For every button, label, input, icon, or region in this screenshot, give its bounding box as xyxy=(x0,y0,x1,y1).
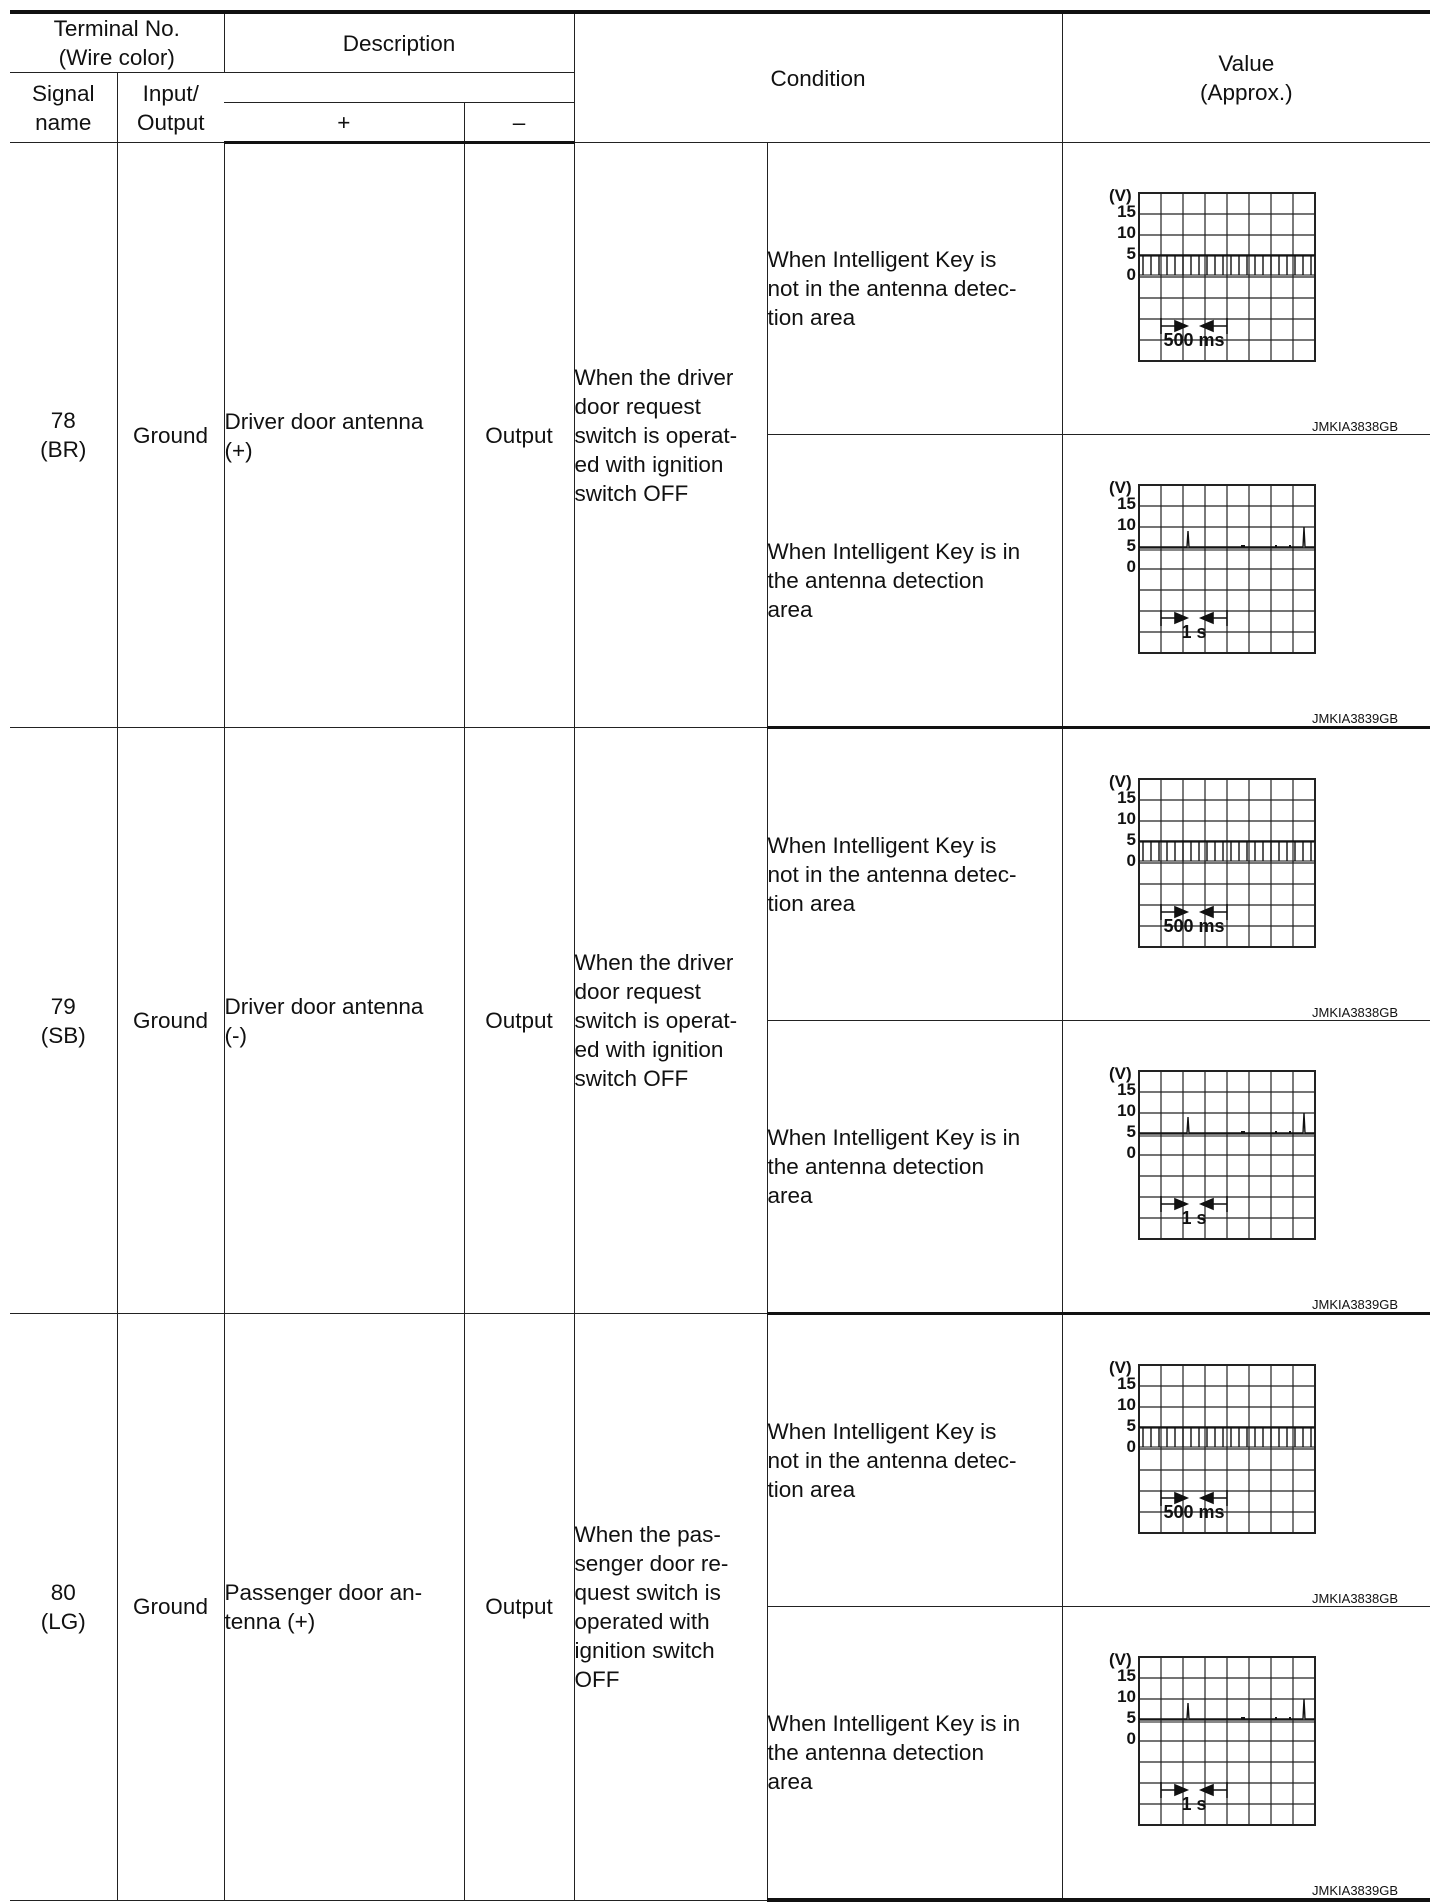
signal-blip xyxy=(1241,1131,1243,1133)
signal-name-header: Signal name xyxy=(10,73,117,143)
signal-blip xyxy=(1241,1717,1243,1719)
y-tick-label: 5 xyxy=(1126,1122,1136,1141)
y-tick-label: 15 xyxy=(1116,1374,1136,1393)
y-unit-label: (V) xyxy=(1108,1065,1132,1083)
time-scale-label: 500 ms xyxy=(1163,330,1225,350)
signal-blip xyxy=(1243,545,1245,547)
waveform-plot xyxy=(1107,479,1397,704)
y-tick-label: 15 xyxy=(1116,1080,1136,1099)
y-tick-label: 15 xyxy=(1116,494,1136,513)
value-header: Value (Approx.) xyxy=(1062,12,1430,143)
value-cell xyxy=(1062,1314,1430,1607)
waveform-grid xyxy=(1139,1071,1315,1239)
value-cell xyxy=(1062,1607,1430,1901)
ground-cell: Ground xyxy=(117,1314,224,1901)
y-tick-label: 10 xyxy=(1116,1101,1136,1120)
table-row xyxy=(10,728,1430,1021)
sub-condition-cell: When Intelligent Key is not in the antenna detec- tion area xyxy=(767,1314,1062,1607)
y-unit-label: (V) xyxy=(1108,479,1132,497)
value-cell xyxy=(1062,435,1430,728)
y-tick-label: 0 xyxy=(1126,265,1136,284)
waveform-container xyxy=(1063,729,1431,1020)
waveform-plot xyxy=(1107,1359,1397,1584)
waveform-chart xyxy=(1107,1359,1397,1584)
terminal-spec-document xyxy=(10,10,1430,1902)
time-scale-label: 1 s xyxy=(1181,622,1207,642)
signal-name-cell: Passenger door an- tenna (+) xyxy=(224,1314,464,1901)
waveform-container xyxy=(1063,143,1431,434)
y-tick-label: 15 xyxy=(1116,202,1136,221)
y-tick-label: 0 xyxy=(1126,1143,1136,1162)
terminal-cell: 80 (LG) xyxy=(10,1314,117,1901)
header-row-1 xyxy=(10,12,1430,73)
figure-id-label: JMKIA3839GB xyxy=(1312,1297,1399,1312)
table-row xyxy=(10,143,1430,435)
signal-blip xyxy=(1289,545,1291,547)
table-row xyxy=(10,1314,1430,1607)
y-tick-label: 5 xyxy=(1126,1416,1136,1435)
ground-cell: Ground xyxy=(117,143,224,728)
signal-blip xyxy=(1243,1131,1245,1133)
sub-condition-cell: When Intelligent Key is not in the antenna detec- tion area xyxy=(767,143,1062,435)
waveform-grid xyxy=(1139,1657,1315,1825)
figure-id-label: JMKIA3839GB xyxy=(1312,711,1399,726)
y-tick-label: 10 xyxy=(1116,1395,1136,1414)
value-cell xyxy=(1062,143,1430,435)
input-output-cell: Output xyxy=(464,143,574,728)
waveform-container xyxy=(1063,1607,1431,1898)
y-tick-label: 5 xyxy=(1126,1708,1136,1727)
terminal-header: Terminal No. (Wire color) xyxy=(10,12,224,73)
description-header: Description xyxy=(224,12,574,73)
signal-blip xyxy=(1275,545,1277,547)
y-tick-label: 0 xyxy=(1126,557,1136,576)
minus-header: – xyxy=(464,103,574,143)
waveform-chart xyxy=(1107,1065,1397,1290)
input-output-cell: Output xyxy=(464,1314,574,1901)
input-output-cell: Output xyxy=(464,728,574,1314)
y-tick-label: 10 xyxy=(1116,515,1136,534)
figure-id-label: JMKIA3839GB xyxy=(1312,1883,1399,1898)
y-tick-label: 10 xyxy=(1116,1687,1136,1706)
condition-cell: When the driver door request switch is operat- ed with ignition switch OFF xyxy=(574,143,767,728)
signal-blip xyxy=(1275,1717,1277,1719)
signal-name-cell: Driver door antenna (+) xyxy=(224,143,464,728)
terminal-spec-table xyxy=(10,10,1430,1902)
signal-blip xyxy=(1289,1131,1291,1133)
waveform-container xyxy=(1063,435,1431,726)
y-tick-label: 0 xyxy=(1126,1437,1136,1456)
y-unit-label: (V) xyxy=(1108,187,1132,205)
figure-id-label: JMKIA3838GB xyxy=(1312,1005,1399,1020)
signal-blip xyxy=(1241,545,1243,547)
y-tick-label: 15 xyxy=(1116,1666,1136,1685)
input-output-header: Input/ Output xyxy=(117,73,224,143)
y-tick-label: 0 xyxy=(1126,851,1136,870)
y-tick-label: 5 xyxy=(1126,536,1136,555)
time-scale-label: 1 s xyxy=(1181,1208,1207,1228)
waveform-chart xyxy=(1107,187,1397,412)
waveform-grid xyxy=(1139,485,1315,653)
y-tick-label: 0 xyxy=(1126,1729,1136,1748)
y-tick-label: 10 xyxy=(1116,223,1136,242)
y-tick-label: 15 xyxy=(1116,788,1136,807)
ground-cell: Ground xyxy=(117,728,224,1314)
signal-name-cell: Driver door antenna (-) xyxy=(224,728,464,1314)
waveform-plot xyxy=(1107,1065,1397,1290)
sub-condition-cell: When Intelligent Key is in the antenna detection area xyxy=(767,1607,1062,1901)
sub-condition-cell: When Intelligent Key is not in the antenna detec- tion area xyxy=(767,728,1062,1021)
y-unit-label: (V) xyxy=(1108,1651,1132,1669)
time-scale-label: 500 ms xyxy=(1163,1502,1225,1522)
time-scale-label: 1 s xyxy=(1181,1794,1207,1814)
waveform-plot xyxy=(1107,187,1397,412)
y-tick-label: 10 xyxy=(1116,809,1136,828)
plus-header: + xyxy=(224,103,464,143)
waveform-chart xyxy=(1107,773,1397,998)
signal-blip xyxy=(1243,1717,1245,1719)
waveform-plot xyxy=(1107,773,1397,998)
sub-condition-cell: When Intelligent Key is in the antenna detection area xyxy=(767,1021,1062,1314)
value-cell xyxy=(1062,728,1430,1021)
time-scale-label: 500 ms xyxy=(1163,916,1225,936)
signal-blip xyxy=(1289,1717,1291,1719)
signal-blip xyxy=(1275,1131,1277,1133)
waveform-container xyxy=(1063,1021,1431,1312)
y-unit-label: (V) xyxy=(1108,1359,1132,1377)
condition-cell: When the pas- senger door re- quest switch is operated with ignition switch OFF xyxy=(574,1314,767,1901)
condition-cell: When the driver door request switch is operat- ed with ignition switch OFF xyxy=(574,728,767,1314)
waveform-container xyxy=(1063,1315,1431,1606)
terminal-cell: 79 (SB) xyxy=(10,728,117,1314)
sub-condition-cell: When Intelligent Key is in the antenna detection area xyxy=(767,435,1062,728)
y-tick-label: 5 xyxy=(1126,244,1136,263)
waveform-chart xyxy=(1107,479,1397,704)
y-tick-label: 5 xyxy=(1126,830,1136,849)
condition-header: Condition xyxy=(574,12,1062,143)
figure-id-label: JMKIA3838GB xyxy=(1312,1591,1399,1606)
waveform-plot xyxy=(1107,1651,1397,1876)
y-unit-label: (V) xyxy=(1108,773,1132,791)
terminal-cell: 78 (BR) xyxy=(10,143,117,728)
value-cell xyxy=(1062,1021,1430,1314)
figure-id-label: JMKIA3838GB xyxy=(1312,419,1399,434)
waveform-chart xyxy=(1107,1651,1397,1876)
